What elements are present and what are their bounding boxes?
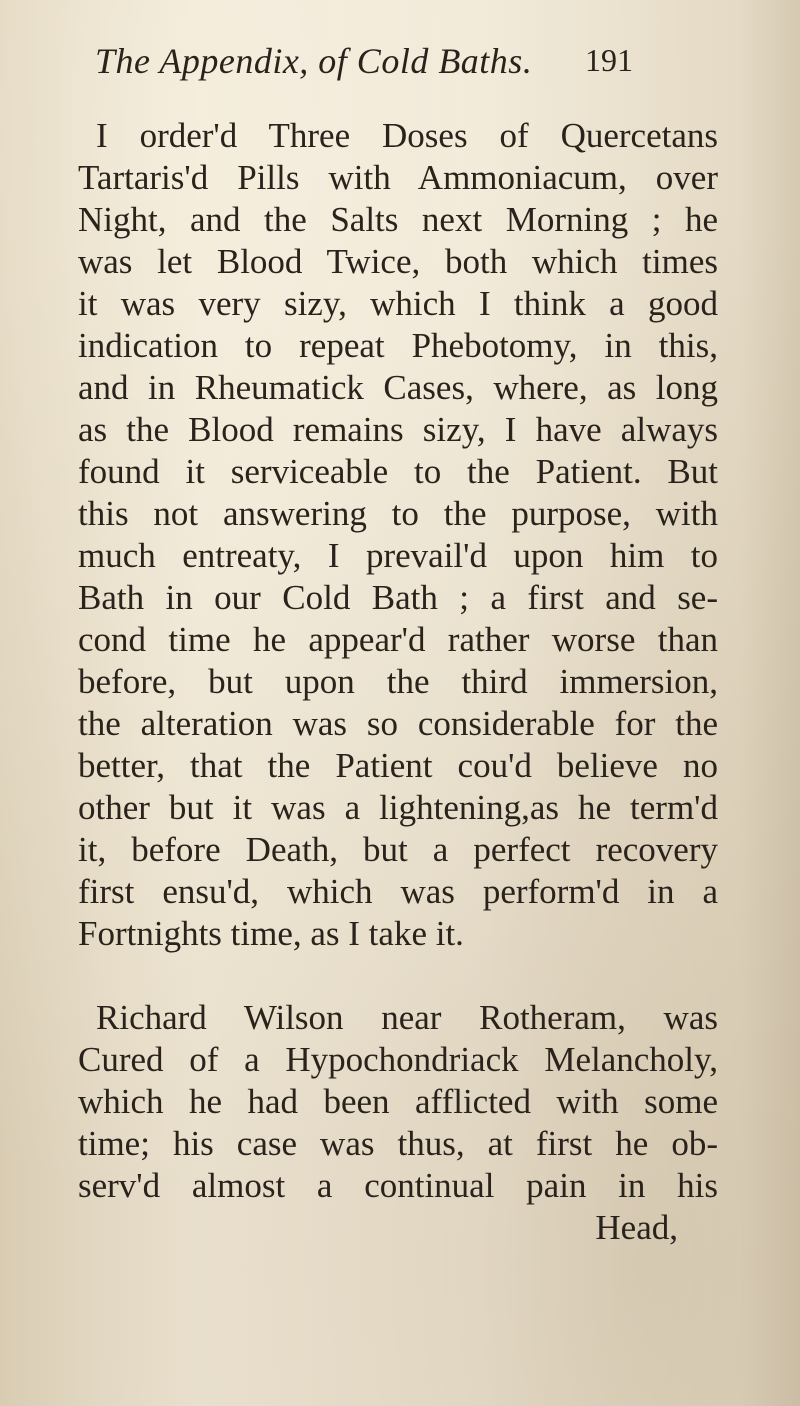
text-line: serv'd almost a continual pain in his xyxy=(78,1166,718,1205)
text-line: other but it was a lightening,as he term'd xyxy=(78,788,718,827)
text-line: and in Rheumatick Cases, where, as long xyxy=(78,368,718,407)
text-line: first ensu'd, which was perform'd in a xyxy=(78,872,718,911)
running-head-title: The Appendix, of Cold Baths. xyxy=(95,41,533,81)
text-line: the alteration was so considerable for the xyxy=(78,704,718,743)
paragraph-2 xyxy=(78,997,718,1207)
paragraph-gap xyxy=(78,955,718,997)
text-line: as the Blood remains sizy, I have always xyxy=(78,410,718,449)
paragraph-1 xyxy=(78,115,718,955)
body-text xyxy=(78,115,718,1249)
text-line: was let Blood Twice, both which times xyxy=(78,242,718,281)
text-line: Richard Wilson near Rotheram, was xyxy=(96,998,718,1037)
text-line: it, before Death, but a perfect recovery xyxy=(78,830,718,869)
text-line: time; his case was thus, at first he ob- xyxy=(78,1124,718,1163)
text-line: better, that the Patient cou'd believe no xyxy=(78,746,718,785)
text-line: Bath in our Cold Bath ; a first and se- xyxy=(78,578,718,617)
text-line: Tartaris'd Pills with Ammoniacum, over xyxy=(78,158,718,197)
text-line: found it serviceable to the Patient. But xyxy=(78,452,718,491)
text-line: Night, and the Salts next Morning ; he xyxy=(78,200,718,239)
text-line: indication to repeat Phebotomy, in this, xyxy=(78,326,718,365)
text-line: cond time he appear'd rather worse than xyxy=(78,620,718,659)
text-line: this not answering to the purpose, with xyxy=(78,494,718,533)
page-edge-shadow xyxy=(740,0,800,1406)
text-line: which he had been afflicted with some xyxy=(78,1082,718,1121)
page-number: 191 xyxy=(585,42,633,78)
text-line: much entreaty, I prevail'd upon him to xyxy=(78,536,718,575)
running-head xyxy=(0,40,800,90)
text-line: Cured of a Hypochondriack Melancholy, xyxy=(78,1040,718,1079)
text-line: Fortnights time, as I take it. xyxy=(78,914,464,953)
text-line: before, but upon the third immersion, xyxy=(78,662,718,701)
text-line: it was very sizy, which I think a good xyxy=(78,284,718,323)
catchword: Head, xyxy=(595,1208,678,1247)
text-line: I order'd Three Doses of Quercetans xyxy=(96,116,718,155)
